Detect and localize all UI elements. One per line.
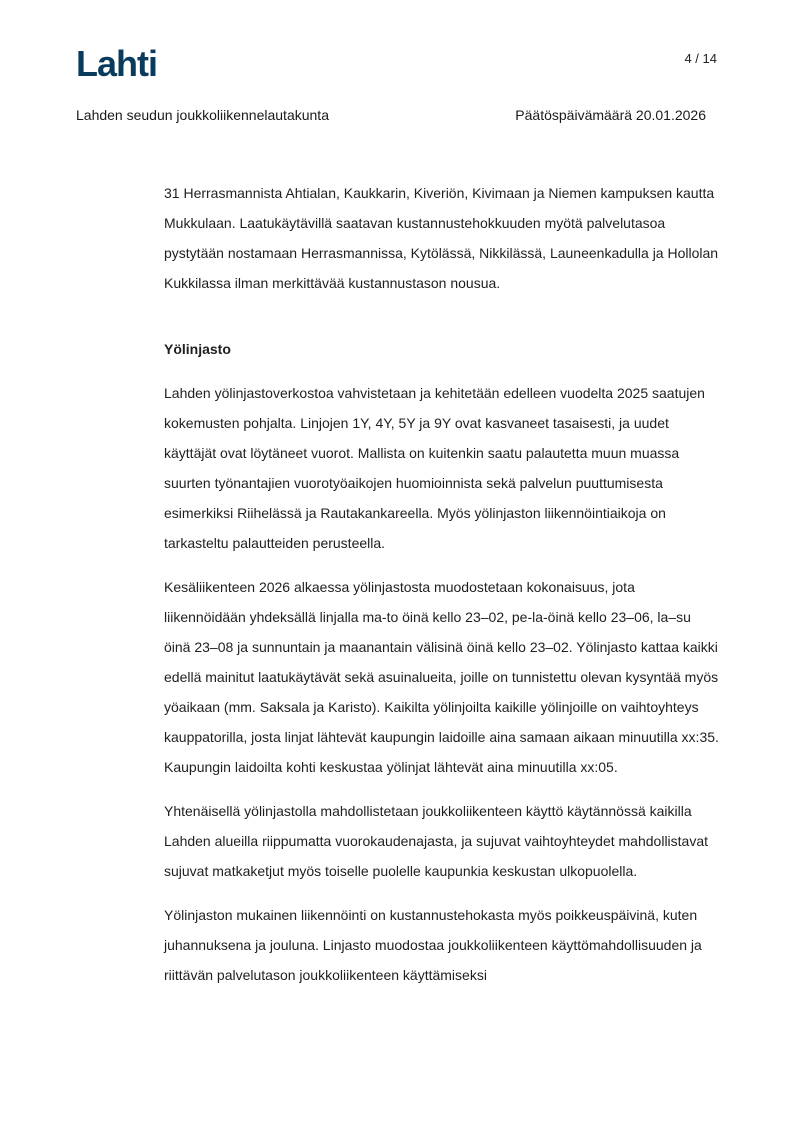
paragraph: Yölinjaston mukainen liikennöinti on kustannustehokasta myös poikkeuspäivinä, kuten juhannuksena ja jouluna. Linjasto muodostaa joukkoliikenteen käyttömahdollisuuden ja riittävän palvelutason joukkoliikenteen käyttämiseksi [164,907,702,983]
paragraph: Yhtenäisellä yölinjastolla mahdollistetaan joukkoliikenteen käyttö käytännössä kaikilla Lahden alueilla riippumatta vuorokaudenajasta, ja sujuvat vaihtoyhteydet mahdollistavat sujuvat matkaketjut myös toiselle puolelle kaupunkia keskustan ulkopuolella. [164,803,709,879]
lahti-logo-mark [76,46,168,82]
page-number: 4 / 14 [684,51,717,66]
organization-name: Lahden seudun joukkoliikennelautakunta [76,107,329,123]
paragraph: Kesäliikenteen 2026 alkaessa yölinjastosta muodostetaan kokonaisuus, jota liikennöidään yhdeksällä linjalla ma-to öinä kello 23–02, pe-la-öinä kello 23–06, la–su öinä 23–08 ja sunnuntain ja maanantain välisinä öinä kello 23–02. Yölinjasto kattaa kaikki edellä mainitut laatukäytävät sekä asuinalueita, joille on tunnistettu olevan kysyntää myös yöaikaan (mm. Saksala ja Karisto). Kaikilta yölinjoilta kaikille yölinjoille on vaihtoyhteys kauppatorilla, josta linjat lähtevät kaupungin laidoille aina samaan aikaan minuutilla xx:35. Kaupungin laidoilta kohti keskustaa yölinjat lähtevät aina minuutilla xx:05. [164,579,719,775]
document-body [164,178,720,1004]
lahti-logo [76,46,168,82]
decision-date: Päätöspäivämäärä 20.01.2026 [515,107,706,123]
paragraph: Lahden yölinjastoverkostoa vahvistetaan ja kehitetään edelleen vuodelta 2025 saatujen kokemusten pohjalta. Linjojen 1Y, 4Y, 5Y ja 9Y ovat kasvaneet tasaisesti, ja uudet käyttäjät ovat löytäneet vuorot. Mallista on kuitenkin saatu palautetta muun muassa suurten työnantajien vuorotyöaikojen huomioinnista sekä palvelun puuttumisesta esimerkiksi Riihelässä ja Rautakankareella. Myös yölinjaston liikennöintiaikoja on tarkasteltu palautteiden perusteella. [164,385,705,551]
intro-paragraph: 31 Herrasmannista Ahtialan, Kaukkarin, Kiveriön, Kivimaan ja Niemen kampuksen kautta Mukkulaan. Laatukäytävillä saatavan kustannustehokkuuden myötä palvelutasoa pystytään nostamaan Herrasmannissa, Kytölässä, Nikkilässä, Launeenkadulla ja Hollolan Kukkilassa ilman merkittävää kustannustason nousua. [164,185,719,291]
svg-text:Lahti: Lahti [76,46,157,82]
section-heading: Yölinjasto [164,341,231,357]
